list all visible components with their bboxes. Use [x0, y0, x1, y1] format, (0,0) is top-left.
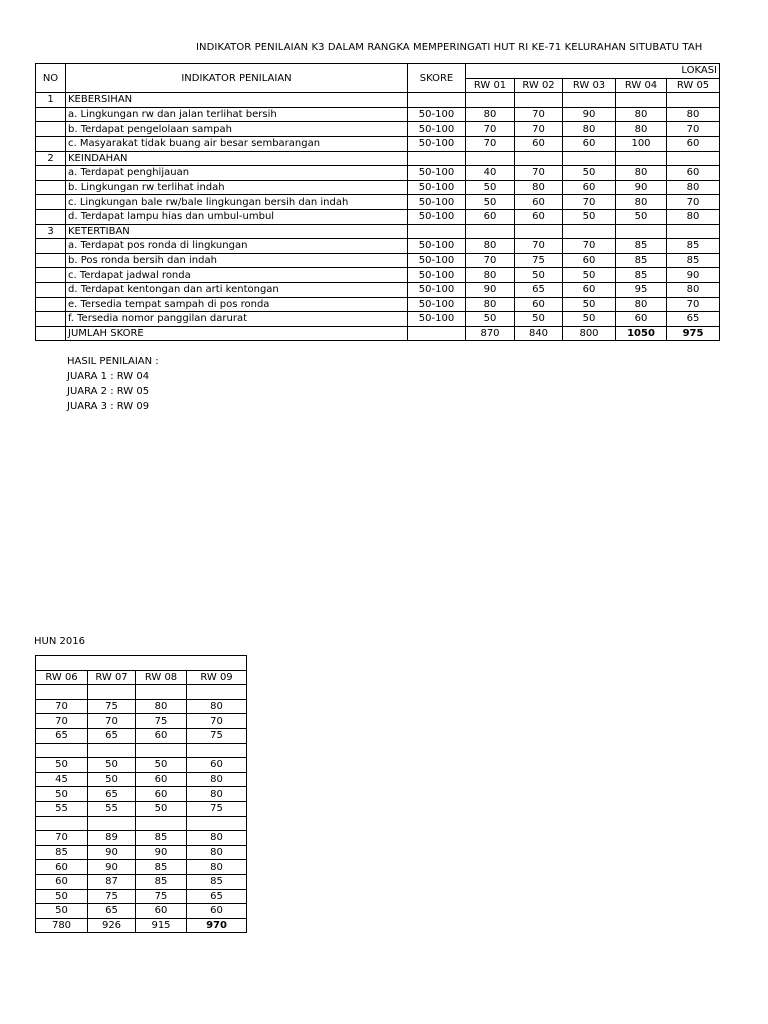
score-cell: 85 — [616, 239, 667, 254]
score-cell: 75 — [515, 253, 563, 268]
score-cell — [616, 224, 667, 239]
score-cell: 60 — [515, 136, 563, 151]
score-cell — [563, 93, 616, 108]
score-cell: 90 — [88, 845, 136, 860]
score-cell — [466, 151, 515, 166]
table-row — [36, 209, 720, 224]
table-row — [36, 831, 247, 846]
score-cell — [515, 93, 563, 108]
score-cell — [563, 151, 616, 166]
score-cell: 80 — [187, 860, 247, 875]
row-label: b. Pos ronda bersih dan indah — [66, 253, 408, 268]
row-label: c. Terdapat jadwal ronda — [66, 268, 408, 283]
score-cell: 60 — [187, 758, 247, 773]
header-indikator: INDIKATOR PENILAIAN — [66, 64, 408, 93]
header-skore: SKORE — [408, 64, 466, 93]
score-cell: 60 — [36, 860, 88, 875]
row-no: 1 — [36, 93, 66, 108]
table-row — [36, 239, 720, 254]
page-title: INDIKATOR PENILAIAN K3 DALAM RANGKA MEMPERINGATI HUT RI KE-71 KELURAHAN SITUBATU TAH — [196, 42, 703, 53]
header-rw: RW 01 — [466, 78, 515, 93]
score-cell: 90 — [667, 268, 720, 283]
score-cell: 70 — [515, 107, 563, 122]
table-row — [36, 122, 720, 137]
row-skore: 50-100 — [408, 239, 466, 254]
table-row — [36, 801, 247, 816]
total-cell: 915 — [136, 918, 187, 933]
score-cell: 75 — [88, 889, 136, 904]
total-cell: 1050 — [616, 326, 667, 341]
score-cell — [136, 743, 187, 758]
score-cell: 90 — [136, 845, 187, 860]
score-cell: 80 — [187, 772, 247, 787]
score-cell: 60 — [563, 180, 616, 195]
score-cell: 50 — [563, 166, 616, 181]
score-cell: 80 — [667, 107, 720, 122]
score-cell — [667, 151, 720, 166]
score-cell — [563, 224, 616, 239]
score-cell: 85 — [136, 874, 187, 889]
score-cell: 75 — [88, 699, 136, 714]
score-cell: 55 — [88, 801, 136, 816]
row-label: KETERTIBAN — [66, 224, 408, 239]
table-row — [36, 743, 247, 758]
row-no — [36, 239, 66, 254]
table-row — [36, 889, 247, 904]
row-skore: 50-100 — [408, 209, 466, 224]
score-cell: 85 — [136, 831, 187, 846]
score-cell: 80 — [136, 699, 187, 714]
score-cell: 60 — [136, 904, 187, 919]
score-cell: 70 — [36, 699, 88, 714]
score-cell: 80 — [466, 297, 515, 312]
row-skore: 50-100 — [408, 122, 466, 137]
score-cell: 75 — [136, 714, 187, 729]
row-label: a. Lingkungan rw dan jalan terlihat bersih — [66, 107, 408, 122]
score-cell: 50 — [515, 312, 563, 327]
score-cell: 60 — [136, 787, 187, 802]
score-cell — [136, 816, 187, 831]
score-cell: 50 — [563, 209, 616, 224]
score-cell: 45 — [36, 772, 88, 787]
score-cell: 85 — [616, 253, 667, 268]
row-no: 3 — [36, 224, 66, 239]
table-row — [36, 860, 247, 875]
row-no — [36, 282, 66, 297]
score-cell: 65 — [187, 889, 247, 904]
score-cell — [36, 816, 88, 831]
row-label: a. Terdapat penghijauan — [66, 166, 408, 181]
row-no: 2 — [36, 151, 66, 166]
score-cell — [616, 93, 667, 108]
score-cell: 70 — [36, 831, 88, 846]
score-cell: 70 — [563, 239, 616, 254]
header-rw: RW 02 — [515, 78, 563, 93]
header-rw: RW 04 — [616, 78, 667, 93]
score-cell: 50 — [88, 758, 136, 773]
row-skore: 50-100 — [408, 297, 466, 312]
table-row — [36, 699, 247, 714]
score-cell: 60 — [667, 166, 720, 181]
score-cell — [667, 224, 720, 239]
score-cell: 100 — [616, 136, 667, 151]
row-no — [36, 209, 66, 224]
score-cell: 65 — [515, 282, 563, 297]
score-cell: 85 — [667, 239, 720, 254]
row-skore: 50-100 — [408, 268, 466, 283]
results-heading: HASIL PENILAIAN : — [67, 356, 159, 367]
winner-1: JUARA 1 : RW 04 — [67, 371, 150, 382]
total-cell: 840 — [515, 326, 563, 341]
score-cell: 90 — [88, 860, 136, 875]
score-cell: 60 — [563, 136, 616, 151]
total-cell: 780 — [36, 918, 88, 933]
score-table-page-2 — [35, 655, 247, 933]
score-cell: 60 — [563, 253, 616, 268]
table-row — [36, 728, 247, 743]
score-cell: 50 — [466, 180, 515, 195]
total-cell: 926 — [88, 918, 136, 933]
row-label: d. Terdapat kentongan dan arti kentongan — [66, 282, 408, 297]
score-cell: 50 — [515, 268, 563, 283]
score-table-page-1 — [35, 63, 720, 341]
row-no — [36, 107, 66, 122]
table-row — [36, 107, 720, 122]
winner-3: JUARA 3 : RW 09 — [67, 401, 150, 412]
score-cell: 70 — [667, 195, 720, 210]
score-cell: 50 — [36, 787, 88, 802]
table-row — [36, 282, 720, 297]
header-rw: RW 05 — [667, 78, 720, 93]
score-cell: 90 — [616, 180, 667, 195]
table-row — [36, 253, 720, 268]
score-cell: 80 — [667, 282, 720, 297]
score-cell: 80 — [187, 831, 247, 846]
score-cell: 65 — [88, 904, 136, 919]
score-cell: 70 — [466, 253, 515, 268]
table-row — [36, 166, 720, 181]
score-cell: 85 — [667, 253, 720, 268]
score-cell: 60 — [616, 312, 667, 327]
score-cell — [616, 151, 667, 166]
score-cell: 65 — [88, 787, 136, 802]
score-cell: 70 — [88, 714, 136, 729]
table-row — [36, 685, 247, 700]
score-cell: 70 — [667, 297, 720, 312]
score-cell: 50 — [466, 195, 515, 210]
winner-2: JUARA 2 : RW 05 — [67, 386, 150, 397]
table-row — [36, 772, 247, 787]
total-row — [36, 918, 247, 933]
row-skore: 50-100 — [408, 136, 466, 151]
score-cell: 85 — [616, 268, 667, 283]
score-cell: 85 — [36, 845, 88, 860]
row-label: d. Terdapat lampu hias dan umbul-umbul — [66, 209, 408, 224]
table-row — [36, 180, 720, 195]
score-cell: 50 — [36, 758, 88, 773]
row-skore: 50-100 — [408, 282, 466, 297]
row-no — [36, 297, 66, 312]
row-no — [36, 268, 66, 283]
score-cell: 80 — [667, 209, 720, 224]
row-label: a. Terdapat pos ronda di lingkungan — [66, 239, 408, 254]
table-row — [36, 845, 247, 860]
score-cell: 50 — [466, 312, 515, 327]
score-cell: 70 — [36, 714, 88, 729]
row-label: b. Lingkungan rw terlihat indah — [66, 180, 408, 195]
score-cell: 90 — [563, 107, 616, 122]
row-label: f. Tersedia nomor panggilan darurat — [66, 312, 408, 327]
header-no: NO — [36, 64, 66, 93]
results-section — [67, 354, 159, 414]
row-no — [36, 166, 66, 181]
score-cell: 70 — [466, 122, 515, 137]
spreadsheet-page-2 — [0, 630, 260, 950]
header-rw: RW 03 — [563, 78, 616, 93]
score-cell: 80 — [616, 122, 667, 137]
score-cell: 50 — [136, 801, 187, 816]
score-cell: 70 — [515, 239, 563, 254]
row-skore: 50-100 — [408, 195, 466, 210]
score-cell: 70 — [563, 195, 616, 210]
score-cell: 75 — [136, 889, 187, 904]
table-row — [36, 224, 720, 239]
score-cell: 60 — [136, 772, 187, 787]
page-title-continued: HUN 2016 — [34, 636, 85, 647]
score-cell — [36, 743, 88, 758]
score-cell — [187, 685, 247, 700]
score-cell — [515, 151, 563, 166]
score-cell: 40 — [466, 166, 515, 181]
score-cell: 70 — [515, 122, 563, 137]
score-cell — [136, 685, 187, 700]
total-row — [36, 326, 720, 341]
score-cell: 85 — [187, 874, 247, 889]
table-row — [36, 816, 247, 831]
row-label: KEINDAHAN — [66, 151, 408, 166]
score-cell: 50 — [88, 772, 136, 787]
score-cell: 80 — [187, 787, 247, 802]
score-cell: 80 — [616, 297, 667, 312]
table-row — [36, 758, 247, 773]
row-no — [36, 122, 66, 137]
row-label: b. Terdapat pengelolaan sampah — [66, 122, 408, 137]
total-no — [36, 326, 66, 341]
score-cell — [88, 743, 136, 758]
score-cell: 60 — [187, 904, 247, 919]
score-cell: 80 — [187, 699, 247, 714]
header-rw: RW 09 — [187, 670, 247, 685]
total-cell: 975 — [667, 326, 720, 341]
score-cell: 80 — [616, 166, 667, 181]
score-cell: 70 — [515, 166, 563, 181]
score-cell: 60 — [515, 195, 563, 210]
table-row — [36, 714, 247, 729]
row-label: c. Masyarakat tidak buang air besar sembarangan — [66, 136, 408, 151]
score-cell — [466, 224, 515, 239]
score-cell: 50 — [616, 209, 667, 224]
score-cell: 75 — [187, 728, 247, 743]
score-cell: 65 — [88, 728, 136, 743]
score-cell: 80 — [667, 180, 720, 195]
score-cell — [187, 816, 247, 831]
row-skore — [408, 93, 466, 108]
table-row — [36, 93, 720, 108]
table-row — [36, 874, 247, 889]
score-cell: 80 — [616, 195, 667, 210]
score-cell — [88, 816, 136, 831]
score-cell: 60 — [515, 209, 563, 224]
score-cell — [187, 743, 247, 758]
score-cell: 90 — [466, 282, 515, 297]
total-cell: 970 — [187, 918, 247, 933]
score-cell: 85 — [136, 860, 187, 875]
score-cell: 89 — [88, 831, 136, 846]
row-no — [36, 195, 66, 210]
table-row — [36, 904, 247, 919]
row-skore: 50-100 — [408, 166, 466, 181]
score-cell: 80 — [466, 107, 515, 122]
table-row — [36, 787, 247, 802]
row-label: KEBERSIHAN — [66, 93, 408, 108]
score-cell: 87 — [88, 874, 136, 889]
score-cell: 80 — [616, 107, 667, 122]
table-row — [36, 312, 720, 327]
table-row — [36, 297, 720, 312]
score-cell: 95 — [616, 282, 667, 297]
table-row — [36, 136, 720, 151]
table-row — [36, 195, 720, 210]
row-no — [36, 180, 66, 195]
score-cell: 50 — [563, 268, 616, 283]
score-cell: 50 — [563, 297, 616, 312]
total-label: JUMLAH SKORE — [66, 326, 408, 341]
row-no — [36, 312, 66, 327]
score-cell: 55 — [36, 801, 88, 816]
score-cell: 50 — [36, 889, 88, 904]
header-row-lokasi — [36, 656, 247, 671]
score-cell — [515, 224, 563, 239]
table-row — [36, 151, 720, 166]
header-rw: RW 06 — [36, 670, 88, 685]
score-cell: 65 — [36, 728, 88, 743]
row-skore: 50-100 — [408, 107, 466, 122]
total-cell: 800 — [563, 326, 616, 341]
row-no — [36, 136, 66, 151]
row-label: c. Lingkungan bale rw/bale lingkungan bersih dan indah — [66, 195, 408, 210]
score-cell: 80 — [515, 180, 563, 195]
row-skore — [408, 224, 466, 239]
score-cell: 60 — [136, 728, 187, 743]
header-rw: RW 08 — [136, 670, 187, 685]
header-lokasi: LOKASI — [466, 64, 720, 79]
score-cell: 60 — [667, 136, 720, 151]
row-skore: 50-100 — [408, 180, 466, 195]
score-cell: 65 — [667, 312, 720, 327]
score-cell — [466, 93, 515, 108]
score-cell: 60 — [36, 874, 88, 889]
score-cell: 70 — [187, 714, 247, 729]
row-skore: 50-100 — [408, 253, 466, 268]
score-cell — [36, 685, 88, 700]
score-cell: 60 — [515, 297, 563, 312]
score-cell: 50 — [136, 758, 187, 773]
score-cell: 80 — [563, 122, 616, 137]
header-rw: RW 07 — [88, 670, 136, 685]
header-row-rw — [36, 670, 247, 685]
score-cell: 80 — [466, 239, 515, 254]
score-cell: 50 — [36, 904, 88, 919]
score-cell: 70 — [466, 136, 515, 151]
score-cell: 80 — [187, 845, 247, 860]
total-skore — [408, 326, 466, 341]
score-cell: 80 — [466, 268, 515, 283]
score-cell: 70 — [667, 122, 720, 137]
table-row — [36, 268, 720, 283]
row-skore — [408, 151, 466, 166]
score-cell: 50 — [563, 312, 616, 327]
score-cell: 75 — [187, 801, 247, 816]
total-cell: 870 — [466, 326, 515, 341]
score-cell — [667, 93, 720, 108]
header-row — [36, 64, 720, 79]
row-label: e. Tersedia tempat sampah di pos ronda — [66, 297, 408, 312]
header-lokasi-continued — [36, 656, 247, 671]
score-cell: 60 — [563, 282, 616, 297]
score-cell — [88, 685, 136, 700]
score-cell: 60 — [466, 209, 515, 224]
row-skore: 50-100 — [408, 312, 466, 327]
row-no — [36, 253, 66, 268]
